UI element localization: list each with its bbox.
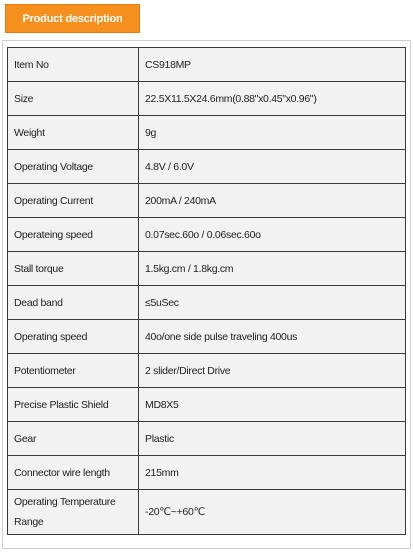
table-row	[8, 456, 406, 490]
table-row	[8, 252, 406, 286]
spec-label: Operating Voltage	[8, 150, 139, 184]
spec-label: Connector wire length	[8, 456, 139, 490]
spec-value: Plastic	[139, 422, 406, 456]
spec-label: Potentiometer	[8, 354, 139, 388]
tab-label: Product description	[22, 12, 123, 25]
table-row	[8, 286, 406, 320]
spec-label: Operateing speed	[8, 218, 139, 252]
spec-value: 2 slider/Direct Drive	[139, 354, 406, 388]
spec-value: 4.8V / 6.0V	[139, 150, 406, 184]
table-row	[8, 150, 406, 184]
spec-label: Size	[8, 82, 139, 116]
spec-label: Stall torque	[8, 252, 139, 286]
table-row	[8, 354, 406, 388]
table-row	[8, 218, 406, 252]
spec-value: 40o/one side pulse traveling 400us	[139, 320, 406, 354]
table-row	[8, 116, 406, 150]
spec-value: 9g	[139, 116, 406, 150]
table-row	[8, 48, 406, 82]
spec-label: Precise Plastic Shield	[8, 388, 139, 422]
spec-label: Operating speed	[8, 320, 139, 354]
spec-label: Gear	[8, 422, 139, 456]
table-row	[8, 388, 406, 422]
table-row	[8, 82, 406, 116]
table-row	[8, 422, 406, 456]
spec-label: Weight	[8, 116, 139, 150]
tab-product-description[interactable]	[5, 4, 140, 33]
spec-value: 22.5X11.5X24.6mm(0.88"x0.45"x0.96")	[139, 82, 406, 116]
spec-panel	[2, 40, 411, 549]
spec-value: MD8X5	[139, 388, 406, 422]
spec-value: CS918MP	[139, 48, 406, 82]
spec-table	[7, 47, 406, 535]
spec-value: -20℃~+60℃	[139, 490, 406, 535]
spec-label: Dead band	[8, 286, 139, 320]
spec-value: 215mm	[139, 456, 406, 490]
spec-value: ≤5uSec	[139, 286, 406, 320]
spec-label: Operating Current	[8, 184, 139, 218]
spec-value: 0.07sec.60o / 0.06sec.60o	[139, 218, 406, 252]
spec-label: Operating Temperature Range	[8, 490, 139, 535]
table-row	[8, 184, 406, 218]
table-row	[8, 320, 406, 354]
spec-label: Item No	[8, 48, 139, 82]
spec-value: 1.5kg.cm / 1.8kg.cm	[139, 252, 406, 286]
table-row	[8, 490, 406, 535]
spec-value: 200mA / 240mA	[139, 184, 406, 218]
